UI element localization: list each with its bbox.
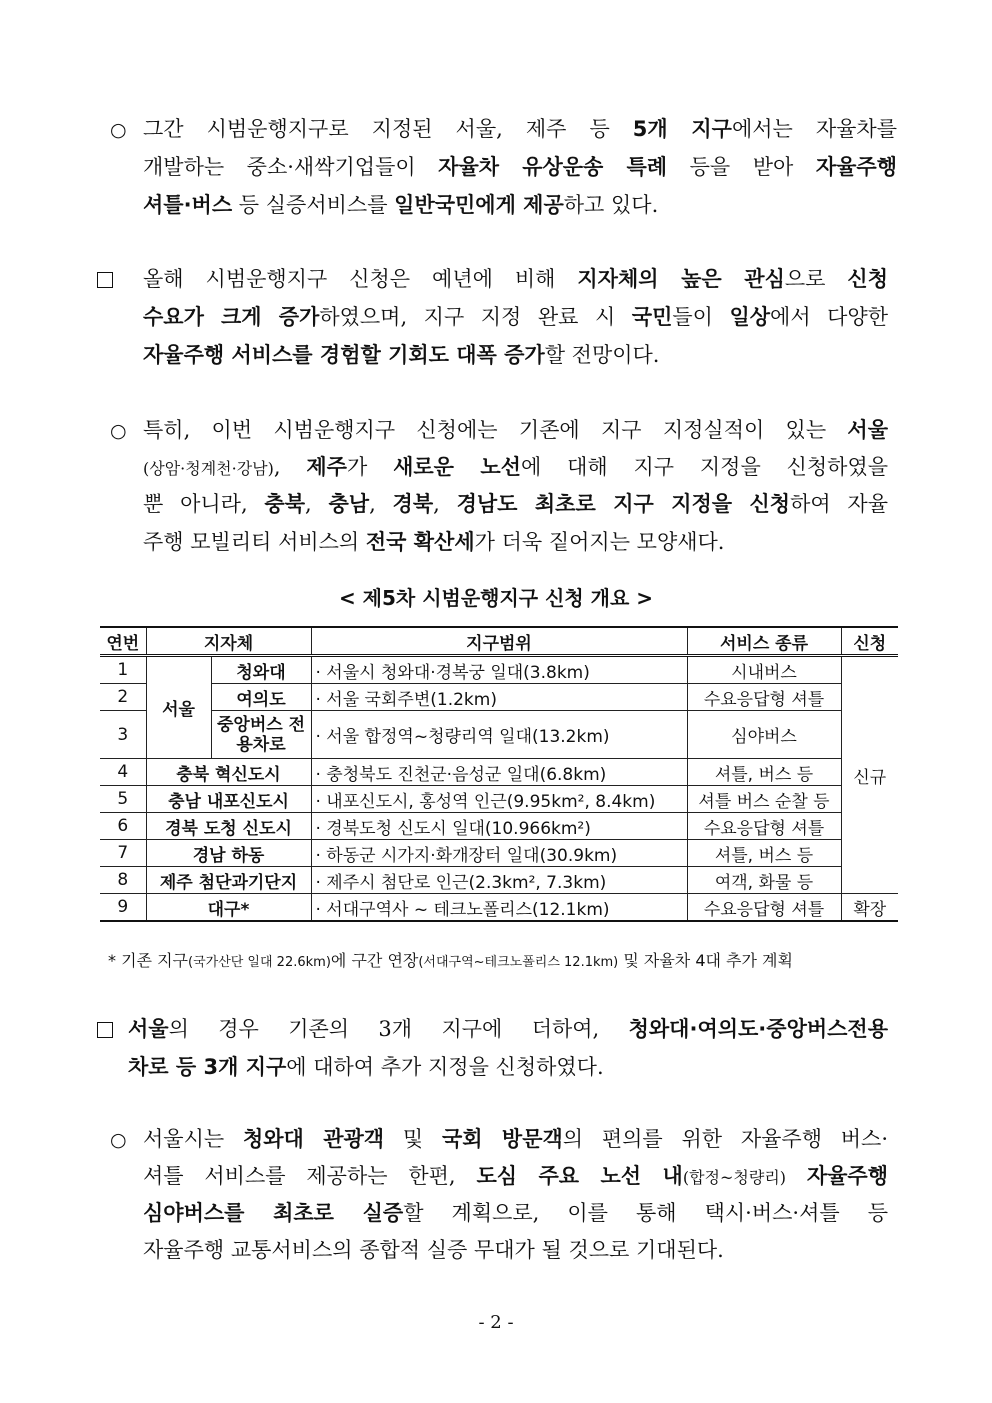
table-row: 5 충남 내포신도시 · 내포신도시, 홍성역 인근(9.95km², 8.4km) 셔틀 버스 순찰 등 bbox=[100, 786, 898, 813]
header-no: 연번 bbox=[100, 627, 146, 656]
table-row: 9 대구* · 서대구역사 ~ 테크노폴리스(12.1km) 수요응답형 셔틀 확장 bbox=[100, 894, 898, 922]
application-table bbox=[100, 626, 898, 922]
p3-line-1: 특히, 이번 시범운행지구 신청에는 기존에 지구 지정실적이 있는 서울 bbox=[143, 418, 888, 442]
p2-line-2: 수요가 크게 증가하였으며, 지구 지정 완료 시 국민들이 일상에서 다양한 bbox=[143, 305, 889, 329]
table-row: 7 경남 하동 · 하동군 시가지·화개장터 일대(30.9km) 셔틀, 버스 등 bbox=[100, 840, 898, 867]
p4-line-1: 서울의 경우 기존의 3개 지구에 더하여, 청와대·여의도·중앙버스전용 bbox=[128, 1017, 888, 1041]
p1-line-2: 개발하는 중소·새싹기업들이 자율차 유상운송 특례 등을 받아 자율주행 bbox=[143, 155, 897, 179]
circle-bullet-icon: ○ bbox=[110, 420, 127, 442]
square-bullet-icon bbox=[97, 272, 113, 288]
p1-line-1: 그간 시범운행지구로 지정된 서울, 제주 등 5개 지구에서는 자율차를 bbox=[143, 117, 897, 141]
table-header-row bbox=[100, 627, 898, 656]
table-row: 3 중앙버스 전용차로 · 서울 합정역~청량리역 일대(13.2km) 심야버스 bbox=[100, 711, 898, 759]
p2-line-3: 자율주행 서비스를 경험할 기회도 대폭 증가할 전망이다. bbox=[143, 343, 660, 367]
table-row: 6 경북 도청 신도시 · 경북도청 신도시 일대(10.966km²) 수요응답형 셔틀 bbox=[100, 813, 898, 840]
page-number: - 2 - bbox=[478, 1312, 514, 1333]
p3-line-3: 뿐 아니라, 충북, 충남, 경북, 경남도 최초로 지구 지정을 신청하여 자율 bbox=[143, 492, 889, 516]
p3-line-2: (상암·청계천·강남), 제주가 새로운 노선에 대해 지구 지정을 신청하였을 bbox=[143, 455, 889, 479]
p1-line-3: 셔틀·버스 등 실증서비스를 일반국민에게 제공하고 있다. bbox=[143, 193, 659, 217]
square-bullet-icon bbox=[97, 1022, 113, 1038]
table-row: 2 여의도 · 서울 국회주변(1.2km) 수요응답형 셔틀 bbox=[100, 684, 898, 711]
new-cell: 신규 bbox=[841, 656, 898, 894]
table-row: 8 제주 첨단과기단지 · 제주시 첨단로 인근(2.3km², 7.3km) 여객, 화물 등 bbox=[100, 867, 898, 894]
p3-line-4: 주행 모빌리티 서비스의 전국 확산세가 더욱 짙어지는 모양새다. bbox=[143, 530, 725, 554]
table-footnote: * 기존 지구(국가산단 일대 22.6km)에 구간 연장(서대구역~테크노폴리스 12.1km) 및 자율차 4대 추가 계획 bbox=[108, 951, 793, 970]
table-row: 1 서울 청와대 · 서울시 청와대·경복궁 일대(3.8km) 시내버스 신규 bbox=[100, 656, 898, 684]
p2-line-1: 올해 시범운행지구 신청은 예년에 비해 지자체의 높은 관심으로 신청 bbox=[143, 267, 888, 291]
circle-bullet-icon: ○ bbox=[110, 119, 127, 141]
header-apply: 신청 bbox=[841, 627, 898, 656]
p5-line-3: 심야버스를 최초로 실증할 계획으로, 이를 통해 택시·버스·셔틀 등 bbox=[143, 1201, 889, 1225]
p5-line-1: 서울시는 청와대 관광객 및 국회 방문객의 편의를 위한 자율주행 버스· bbox=[143, 1127, 889, 1151]
circle-bullet-icon: ○ bbox=[110, 1129, 127, 1151]
p4-line-2: 차로 등 3개 지구에 대하여 추가 지정을 신청하였다. bbox=[128, 1055, 604, 1079]
header-range: 지구범위 bbox=[311, 627, 687, 656]
table-caption: < 제5차 시범운행지구 신청 개요 > bbox=[338, 586, 654, 610]
p5-line-4: 자율주행 교통서비스의 종합적 실증 무대가 될 것으로 기대된다. bbox=[143, 1238, 724, 1262]
seoul-cell: 서울 bbox=[146, 656, 211, 759]
header-municipality: 지자체 bbox=[146, 627, 311, 656]
header-service: 서비스 종류 bbox=[687, 627, 841, 656]
table-row: 4 충북 혁신도시 · 충청북도 진천군·음성군 일대(6.8km) 셔틀, 버스 등 bbox=[100, 759, 898, 786]
p5-line-2: 셔틀 서비스를 제공하는 한편, 도심 주요 노선 내(합정~청량리) 자율주행 bbox=[143, 1164, 889, 1188]
